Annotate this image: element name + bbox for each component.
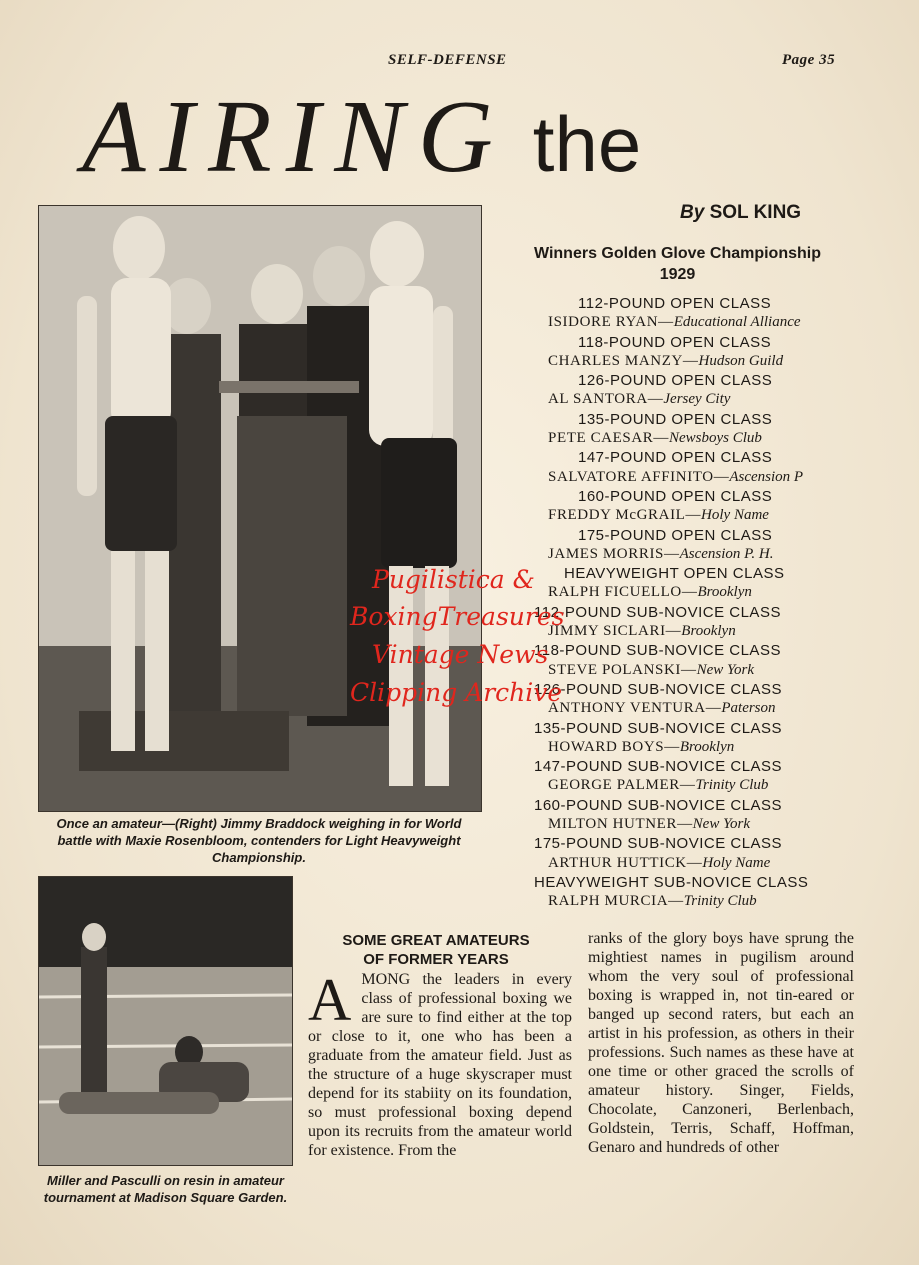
weight-class: 175-POUND OPEN CLASS bbox=[578, 526, 773, 544]
winner-club: Trinity Club bbox=[695, 777, 769, 794]
weight-class: HEAVYWEIGHT SUB-NOVICE CLASS bbox=[534, 873, 809, 891]
winner-club: Holy Name bbox=[701, 507, 769, 524]
weight-class: 147-POUND OPEN CLASS bbox=[578, 449, 773, 467]
article-title-line1: SOME GREAT AMATEURS bbox=[342, 932, 530, 949]
weight-class: 112-POUND OPEN CLASS bbox=[578, 295, 772, 312]
winner-club: Ascension P. H. bbox=[679, 545, 774, 562]
winner-entry: ARTHUR HUTTICK—Holy Name bbox=[548, 854, 771, 871]
ring-caption: Miller and Pasculli on resin in amateur tournament at Madison Square Garden. bbox=[43, 1173, 288, 1205]
winner-club: Ascension P bbox=[729, 468, 804, 485]
winner-name: STEVE POLANSKI bbox=[548, 661, 681, 678]
winner-name: PETE CAESAR bbox=[548, 430, 654, 447]
winner-entry: ANTHONY VENTURA—Paterson bbox=[548, 700, 776, 717]
winner-club: Newsboys Club bbox=[668, 430, 762, 447]
winner-entry: PETE CAESAR—Newsboys Club bbox=[548, 430, 762, 447]
winner-club: New York bbox=[692, 816, 751, 833]
weight-class: 126-POUND OPEN CLASS bbox=[578, 372, 773, 390]
winner-name: ANTHONY VENTURA bbox=[548, 700, 706, 717]
winner-entry: RALPH MURCIA—Trinity Club bbox=[548, 893, 757, 910]
page-number: Page 35 bbox=[782, 52, 836, 68]
winner-entry: MILTON HUTNER—New York bbox=[548, 816, 751, 833]
drop-cap: A bbox=[308, 967, 352, 1033]
winner-name: JAMES MORRIS bbox=[548, 545, 664, 562]
winner-club: Trinity Club bbox=[683, 893, 757, 910]
winners-list bbox=[520, 294, 865, 912]
winner-entry: JIMMY SICLARI—Brooklyn bbox=[548, 623, 736, 640]
winners-title bbox=[505, 243, 850, 285]
byline-by: By bbox=[680, 202, 705, 223]
winner-name: JIMMY SICLARI bbox=[548, 623, 666, 640]
winner-name: ARTHUR HUTTICK bbox=[548, 854, 687, 871]
watermark-line-3: Vintage News bbox=[372, 640, 549, 669]
article-title-line2: OF FORMER YEARS bbox=[363, 951, 509, 968]
winners-year: 1929 bbox=[659, 266, 696, 283]
article-column-1 bbox=[308, 967, 572, 1160]
winner-name: HOWARD BOYS bbox=[548, 738, 665, 755]
weight-class: 147-POUND SUB-NOVICE CLASS bbox=[534, 758, 783, 776]
ring-illustration bbox=[39, 877, 292, 1165]
weight-class: 175-POUND SUB-NOVICE CLASS bbox=[534, 835, 783, 853]
winner-club: Paterson bbox=[721, 700, 776, 717]
weigh-in-caption: Once an amateur—(Right) Jimmy Braddock weighing in for World battle with Maxie Rosenbloom, contenders for Light Heavyweight Championship. bbox=[56, 816, 462, 865]
watermark-line-2: BoxingTreasures bbox=[350, 602, 565, 631]
weigh-in-illustration bbox=[39, 206, 481, 811]
weight-class: 112-POUND SUB-NOVICE CLASS bbox=[534, 603, 781, 621]
winner-entry: HOWARD BOYS—Brooklyn bbox=[548, 738, 735, 755]
winner-name: MILTON HUTNER bbox=[548, 816, 678, 833]
winner-club: Brooklyn bbox=[681, 623, 736, 640]
headline-main: AIRING bbox=[82, 79, 507, 194]
byline bbox=[680, 202, 801, 224]
winner-club: New York bbox=[696, 661, 754, 678]
weight-class: 160-POUND SUB-NOVICE CLASS bbox=[534, 796, 783, 814]
weight-class: 135-POUND SUB-NOVICE CLASS bbox=[534, 719, 783, 737]
winner-club: Hudson Guild bbox=[698, 352, 784, 369]
winner-entry: GEORGE PALMER—Trinity Club bbox=[548, 777, 769, 794]
byline-author: SOL KING bbox=[709, 202, 802, 223]
winner-entry: ISIDORE RYAN—Educational Alliance bbox=[548, 314, 801, 331]
winner-club: Brooklyn bbox=[697, 584, 752, 601]
winner-entry: AL SANTORA—Jersey City bbox=[548, 391, 731, 408]
winner-entry: SALVATORE AFFINITO—Ascension P bbox=[548, 468, 804, 485]
winner-name: RALPH MURCIA bbox=[548, 893, 669, 910]
winner-entry: RALPH FICUELLO—Brooklyn bbox=[548, 584, 752, 601]
weight-class: 160-POUND OPEN CLASS bbox=[578, 487, 773, 505]
article-column-1-text: MONG the leaders in every class of professional boxing we are sure to find either at the top or close to it, one who has been a graduate from the amateur field. Just as the structure of a huge skyscraper must depend for its stabiity on its foundation, so must professional boxing depend upon its recruits from the amateur world for existence. From the bbox=[308, 971, 572, 1159]
winner-club: Jersey City bbox=[663, 391, 731, 408]
weight-class: HEAVYWEIGHT OPEN CLASS bbox=[564, 565, 785, 583]
weigh-in-photo bbox=[38, 205, 482, 812]
watermark-line-4: Clipping Archive bbox=[350, 678, 563, 707]
winner-name: SALVATORE AFFINITO bbox=[548, 468, 714, 485]
winner-name: GEORGE PALMER bbox=[548, 777, 680, 794]
headline-rest: the bbox=[532, 100, 642, 188]
watermark-line-1: Pugilistica & bbox=[372, 565, 535, 594]
weight-class: 126-POUND SUB-NOVICE CLASS bbox=[534, 680, 783, 698]
winner-entry: STEVE POLANSKI—New York bbox=[548, 661, 754, 678]
weight-class: 118-POUND OPEN CLASS bbox=[578, 333, 772, 351]
winner-name: ISIDORE RYAN bbox=[548, 314, 659, 331]
weight-class: 135-POUND OPEN CLASS bbox=[578, 410, 773, 428]
winner-entry: JAMES MORRIS—Ascension P. H. bbox=[548, 545, 774, 562]
winner-entry: CHARLES MANZY—Hudson Guild bbox=[548, 352, 784, 369]
winner-name: AL SANTORA bbox=[548, 391, 648, 408]
winner-name: RALPH FICUELLO bbox=[548, 584, 682, 601]
ring-photo bbox=[38, 876, 293, 1166]
winner-entry: FREDDY McGRAIL—Holy Name bbox=[548, 507, 769, 524]
winner-name: CHARLES MANZY bbox=[548, 352, 683, 369]
headline bbox=[82, 79, 862, 194]
winner-club: Educational Alliance bbox=[673, 314, 801, 331]
article-column-2: ranks of the glory boys have sprung the mightiest names in pugilism around whom the very soul of professional boxing is wrapped in, not tin-eared or banged up second raters, but each an artist in his profession, as others in their professions. Such names as these have at one time or other graced the scrolls of amateur history. Singer, Fields, Chocolate, Canzoneri, Berlenbach, Goldstein, Terris, Schaff, Hoffman, Genaro and hundreds of other bbox=[588, 930, 854, 1156]
running-header-section: SELF-DEFENSE bbox=[388, 52, 507, 68]
article-title bbox=[300, 931, 572, 969]
weight-class: 118-POUND SUB-NOVICE CLASS bbox=[534, 642, 781, 660]
winner-club: Brooklyn bbox=[679, 738, 735, 755]
winner-name: FREDDY McGRAIL bbox=[548, 507, 686, 524]
winner-club: Holy Name bbox=[702, 854, 771, 871]
winners-title-text: Winners Golden Glove Championship bbox=[534, 245, 821, 262]
